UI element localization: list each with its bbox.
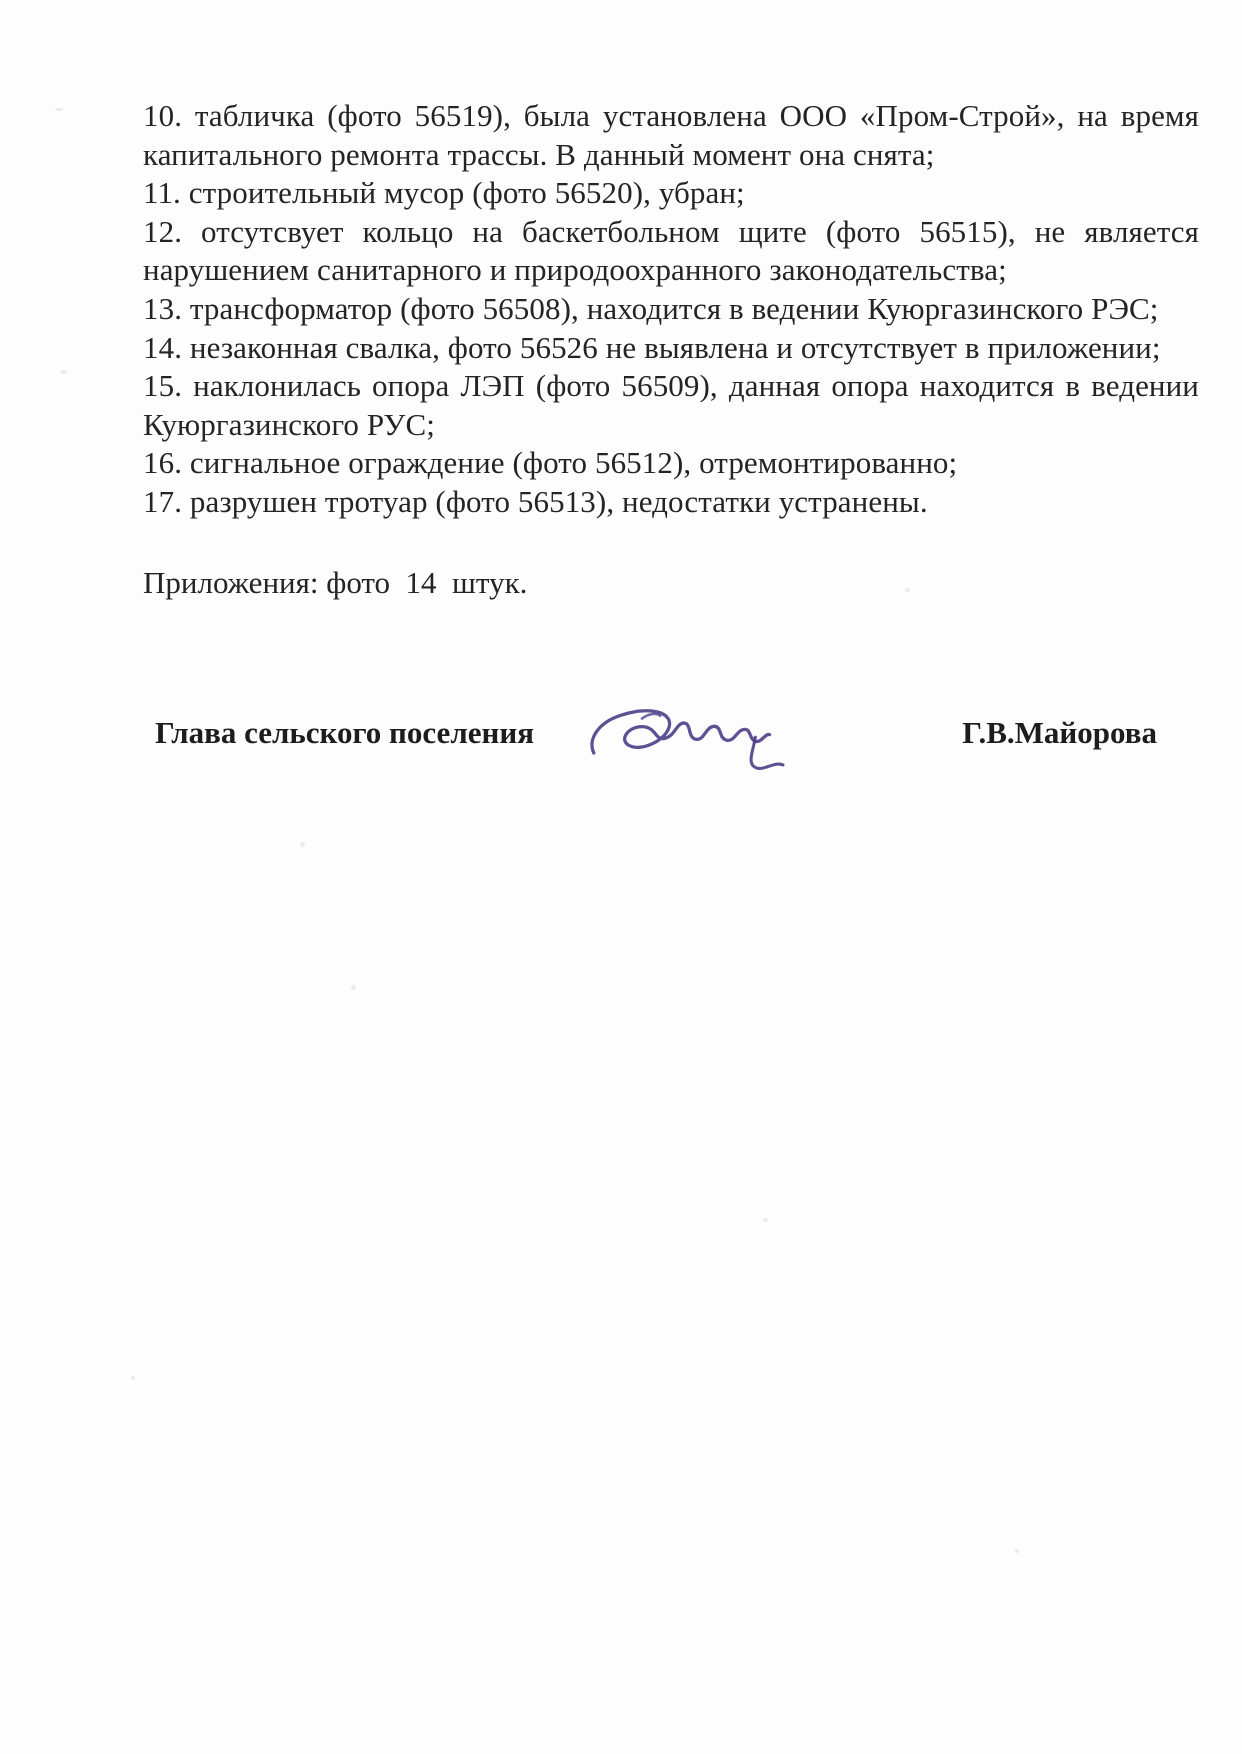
numbered-item: 11. строительный мусор (фото 56520), убран; — [143, 175, 745, 211]
signature-ink — [581, 683, 789, 788]
signoff-row — [143, 714, 1199, 814]
scan-speckle — [60, 370, 67, 374]
scan-speckle — [55, 108, 63, 111]
scan-speckle — [1015, 1549, 1019, 1553]
numbered-item: 14. незаконная свалка, фото 56526 не выявлена и отсутствует в приложении; — [143, 329, 1161, 365]
attachments-note: Приложения: фото 14 штук. — [143, 564, 528, 600]
scan-speckle — [905, 588, 910, 592]
numbered-items-list — [143, 97, 1199, 522]
signoff-title: Глава сельского поселения — [155, 715, 534, 751]
scan-speckle — [351, 985, 356, 990]
numbered-item: 13. трансформатор (фото 56508), находится в ведении Куюргазинского РЭС; — [143, 290, 1159, 326]
numbered-item: 12. отсутсвует кольцо на баскетбольном щите (фото 56515), не является нарушением санитарного и природоохранного законодательства; — [143, 213, 1199, 288]
numbered-item: 16. сигнальное ограждение (фото 56512), отремонтированно; — [143, 445, 958, 481]
numbered-item: 10. табличка (фото 56519), была установлена ООО «Пром-Строй», на время капитального ремонта трассы. В данный момент она снята; — [143, 98, 1199, 172]
scan-speckle — [763, 1218, 768, 1222]
signoff-name: Г.В.Майорова — [962, 715, 1157, 751]
scan-speckle — [300, 842, 305, 847]
scan-speckle — [131, 1376, 135, 1380]
numbered-item: 15. наклонилась опора ЛЭП (фото 56509), данная опора находится в ведении Куюргазинского РУС; — [143, 368, 1199, 442]
numbered-item: 17. разрушен тротуар (фото 56513), недостатки устранены. — [143, 483, 928, 519]
document-body — [143, 97, 1199, 814]
